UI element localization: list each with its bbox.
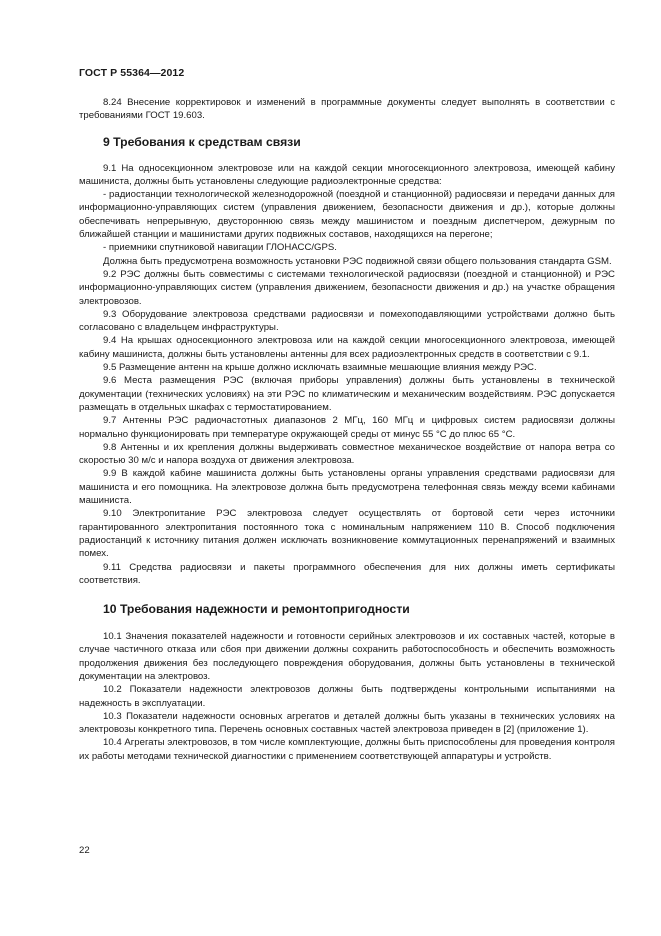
paragraph-8-24: 8.24 Внесение корректировок и изменений в программные документы следует выполнять в соответствии с требованиями ГОСТ 19.603. — [79, 97, 615, 122]
list-item-gnss-receivers: - приемники спутниковой навигации ГЛОНАСС/GPS. — [103, 242, 337, 254]
paragraph-10-2: 10.2 Показатели надежности электровозов должны быть подтверждены контрольными испытаниями на надежность в эксплуатации. — [79, 684, 615, 709]
section-9-heading: 9 Требования к средствам связи — [103, 134, 301, 149]
paragraph-9-9: 9.9 В каждой кабине машиниста должны быть установлены органы управления средствами радиосвязи для машиниста и его помощника. На электровозе должна быть предусмотрена телефонная связь между всеми кабинами машиниста. — [79, 468, 615, 507]
paragraph-9-1: 9.1 На односекционном электровозе или на каждой секции многосекционного электровоза, имеющей кабину машиниста, должны быть установлены следующие радиоэлектронные средства: — [79, 162, 615, 187]
list-item-radiostations: - радиостанции технологической железнодорожной (поездной и станционной) радиосвязи и передачи данных для информационно-управляющих систем (управления движением, безопасности движения и др.), которые должны обеспечивать непрерывную, двустороннюю связь между машинистом и поездным диспетчером, дежурным по ближайшей станции и машинистами других подвижных составов, находящихся на перегоне; — [79, 189, 615, 241]
paragraph-9-8: 9.8 Антенны и их крепления должны выдерживать совместное механическое воздействие от напора ветра со скоростью 30 м/с и напора воздуха от движения электровоза. — [79, 441, 615, 467]
paragraph-9-2: 9.2 РЭС должны быть совместимы с системами технологической радиосвязи (поездной и станционной) и РЭС информационно-управляющих систем (управления движением, безопасности движения и др.) на участке обращения электровозов. — [79, 268, 615, 307]
paragraph-9-4: 9.4 На крышах односекционного электровоза или на каждой секции многосекционного электровоза, имеющей кабину машиниста, должны быть установлены антенны для всех радиоэлектронных средств в соответствии с 9.1. — [79, 335, 615, 360]
paragraph-9-7: 9.7 Антенны РЭС радиочастотных диапазонов 2 МГц, 160 МГц и цифровых систем радиосвязи должны нормально функционировать при температуре окружающей среды от минус 55 °С до плюс 65 °С. — [79, 415, 615, 440]
paragraph-10-4: 10.4 Агрегаты электровозов, в том числе комплектующие, должны быть приспособлены для проведения контроля их работы методами технической диагностики с применением соответствующей аппаратуры и устройств. — [79, 737, 615, 762]
paragraph-9-10: 9.10 Электропитание РЭС электровоза следует осуществлять от бортовой сети через источники гарантированного электропитания постоянного тока с номинальным напряжением 110 В. Способ подключения радиостанций к источнику питания должен исключать возникновение коммутационных перенапряжений и взаимных помех. — [79, 508, 615, 560]
paragraph-9-11: 9.11 Средства радиосвязи и пакеты программного обеспечения для них должны иметь сертификаты соответствия. — [79, 561, 615, 586]
section-10-heading: 10 Требования надежности и ремонтопригодности — [103, 602, 410, 617]
paragraph-9-6: 9.6 Места размещения РЭС (включая приборы управления) должны быть установлены в технической документации (технических условиях) на эти РЭС по климатическим и механическим воздействиям. РЭС допускается размещать в отдельных шкафах с термостатированием. — [79, 375, 615, 413]
paragraph-10-1: 10.1 Значения показателей надежности и готовности серийных электровозов и их составных частей, которые в случае частичного отказа или сбоя при движении должны сохранить работоспособность и обеспечить возможность продолжения движения без последующего повреждения оборудования, должны быть установлены в технической документации на электровоз. — [79, 631, 615, 682]
document-header: ГОСТ Р 55364—2012 — [79, 67, 185, 79]
document-body — [79, 96, 615, 763]
paragraph-10-3: 10.3 Показатели надежности основных агрегатов и деталей должны быть указаны в технических условиях на электровозы конкретного типа. Перечень основных составных частей электровоза приведен в [2] (приложение 1). — [79, 710, 615, 736]
paragraph-9-5: 9.5 Размещение антенн на крыше должно исключать взаимные мешающие влияния между РЭС. — [103, 362, 537, 374]
paragraph-9-3: 9.3 Оборудование электровоза средствами радиосвязи и помехоподавляющими устройствами должно быть согласовано с владельцем инфраструктуры. — [79, 308, 615, 334]
page-number: 22 — [79, 845, 90, 856]
paragraph-gsm: Должна быть предусмотрена возможность установки РЭС подвижной связи общего пользования стандарта GSM. — [103, 255, 612, 267]
